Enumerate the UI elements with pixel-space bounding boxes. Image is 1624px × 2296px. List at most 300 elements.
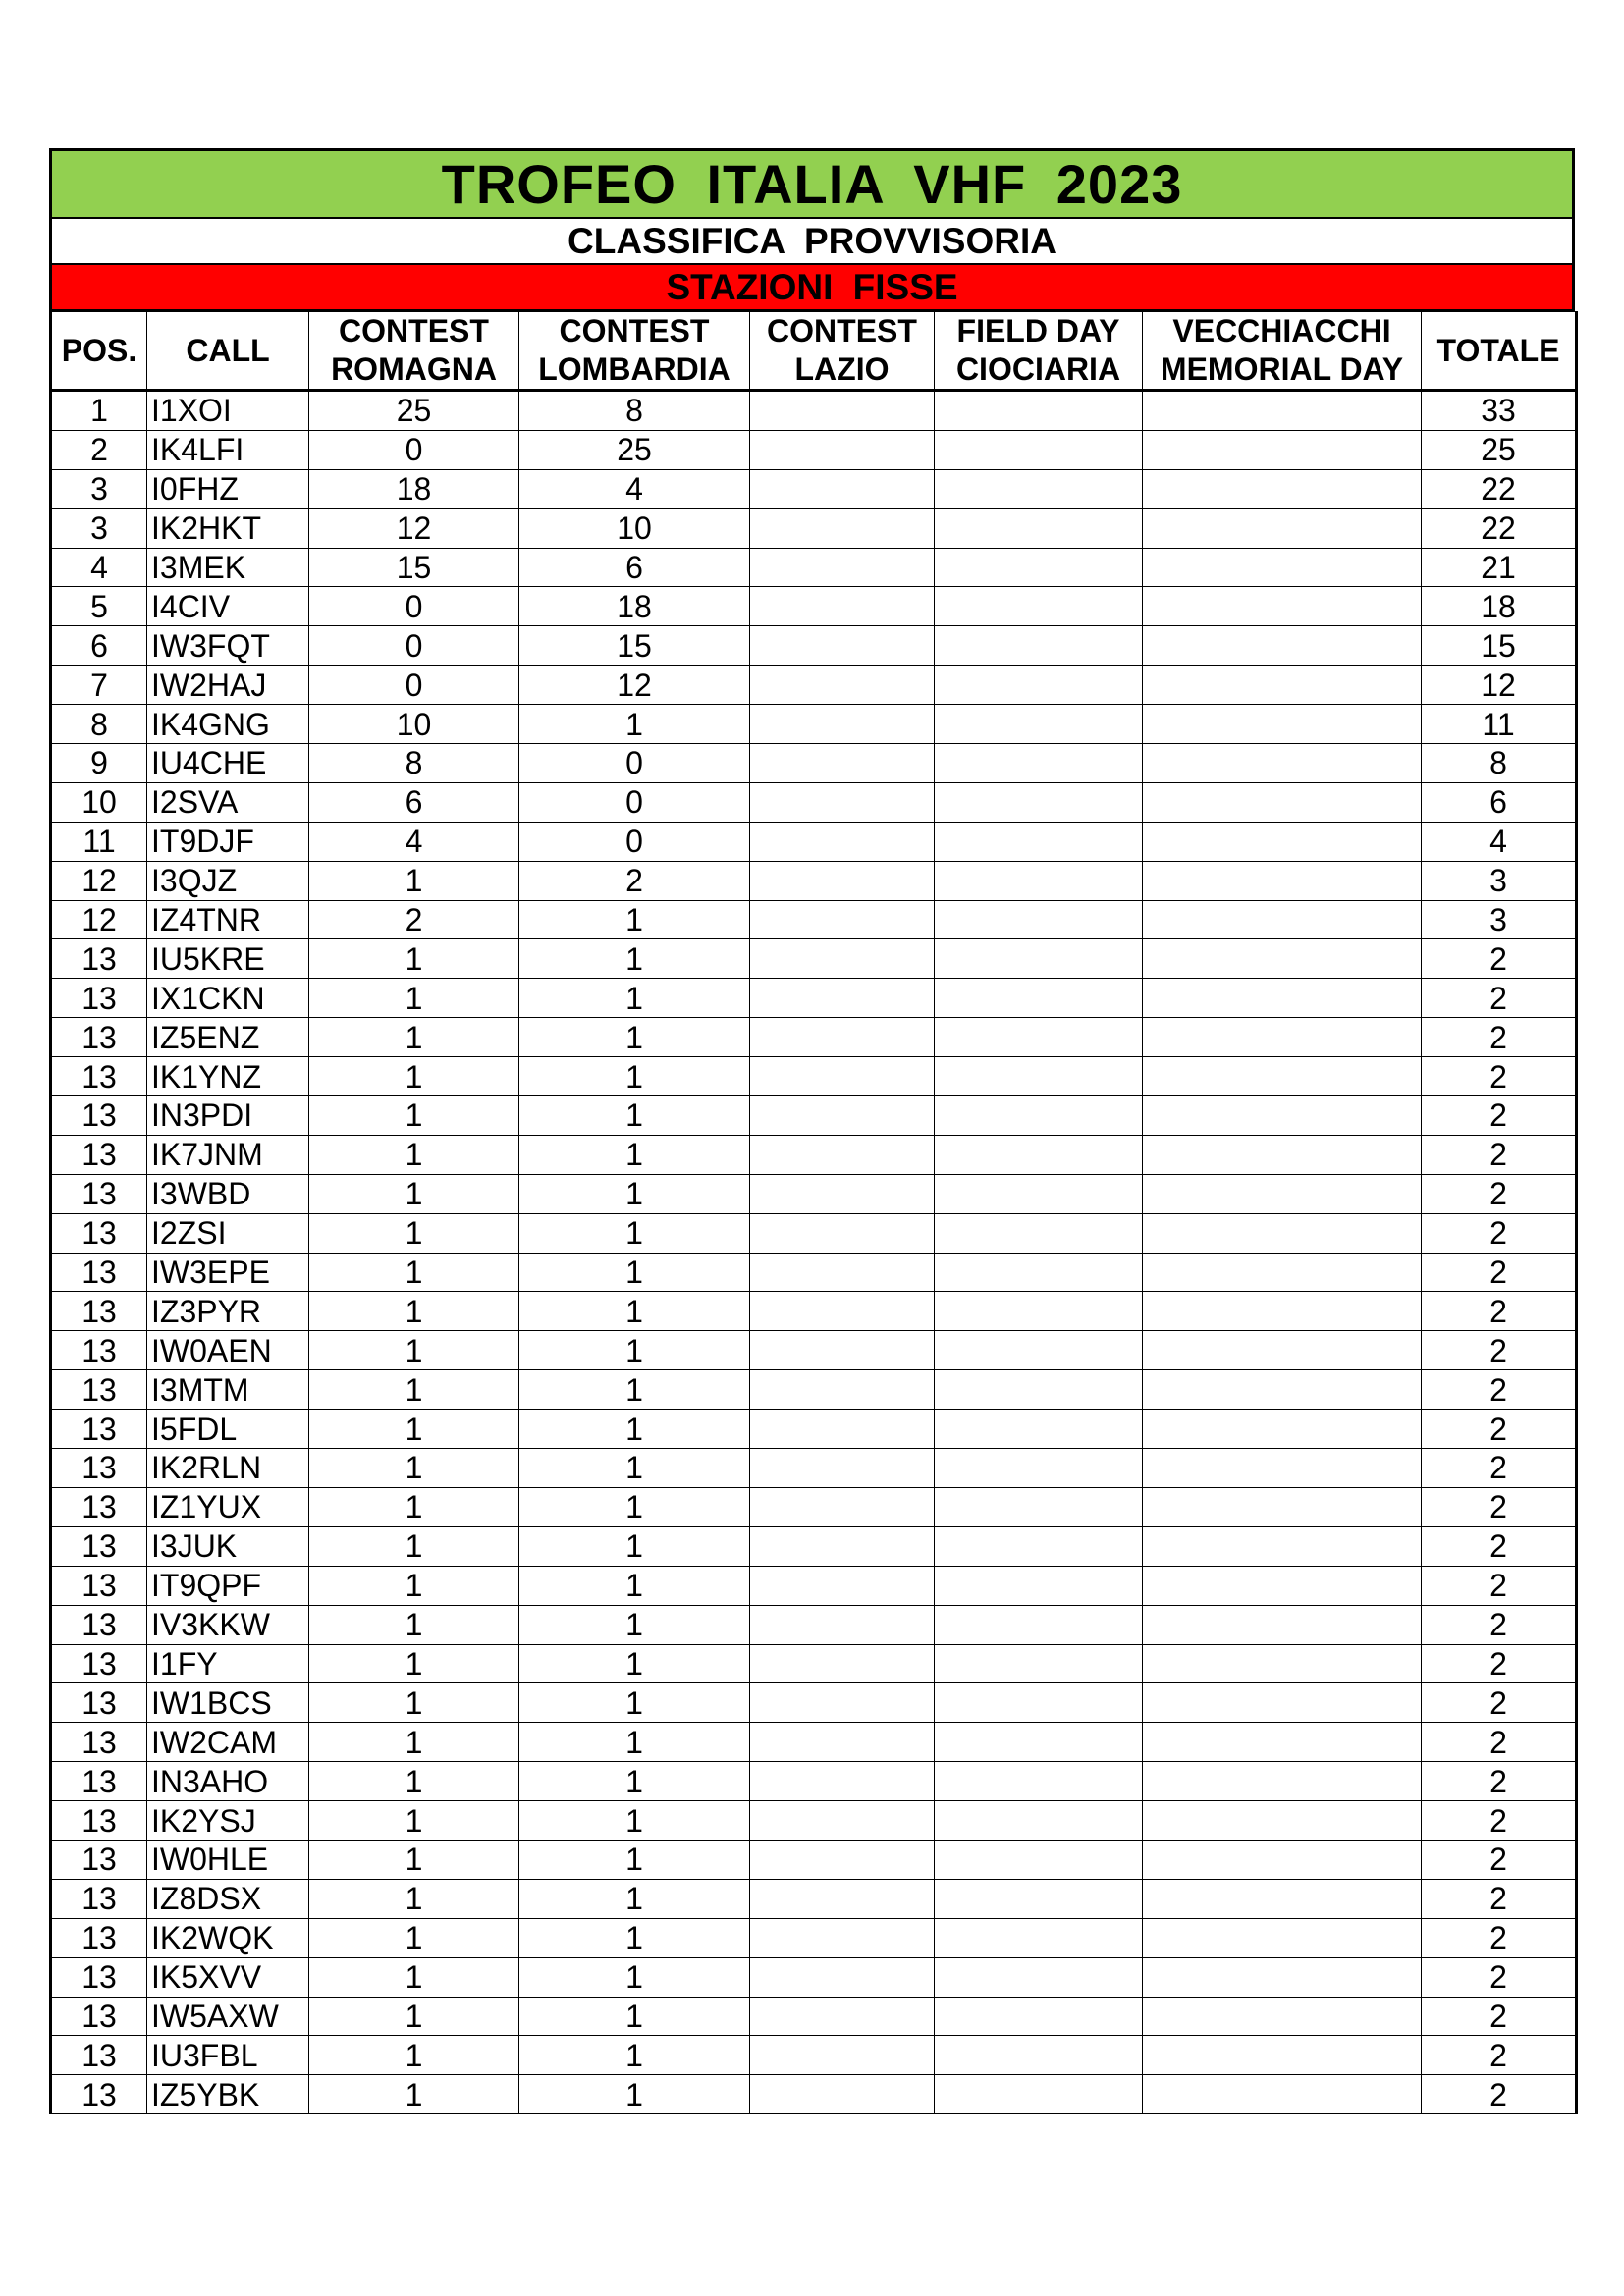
cell-contest-lombardia: 1 [519,1683,750,1723]
table-row [51,1253,1577,1292]
cell-totale: 8 [1422,744,1577,783]
cell-field-day-ciociaria [935,782,1143,822]
column-header-totale: TOTALE [1422,312,1577,391]
cell-totale: 2 [1422,1644,1577,1683]
cell-contest-romagna: 1 [309,1644,519,1683]
cell-contest-lombardia: 0 [519,822,750,861]
cell-totale: 2 [1422,1410,1577,1449]
cell-call: IW3EPE [147,1253,309,1292]
cell-contest-lombardia: 1 [519,900,750,939]
cell-vecchiacchi-memorial-day [1143,548,1422,587]
cell-contest-lombardia: 1 [519,1487,750,1526]
table-row [51,391,1577,431]
cell-contest-romagna: 1 [309,1096,519,1136]
cell-totale: 2 [1422,1801,1577,1841]
cell-contest-lombardia: 1 [519,1096,750,1136]
cell-field-day-ciociaria [935,1605,1143,1644]
cell-vecchiacchi-memorial-day [1143,1683,1422,1723]
cell-contest-lazio [750,705,935,744]
cell-contest-romagna: 1 [309,1213,519,1253]
cell-totale: 3 [1422,900,1577,939]
cell-call: I0FHZ [147,469,309,508]
cell-pos: 13 [51,1292,147,1331]
cell-vecchiacchi-memorial-day [1143,705,1422,744]
column-header-field-day-ciociaria: FIELD DAY CIOCIARIA [935,312,1143,391]
cell-vecchiacchi-memorial-day [1143,1213,1422,1253]
cell-contest-romagna: 1 [309,1526,519,1566]
cell-field-day-ciociaria [935,2036,1143,2075]
cell-field-day-ciociaria [935,1723,1143,1762]
cell-contest-lazio [750,1135,935,1174]
table-row [51,1801,1577,1841]
cell-totale: 6 [1422,782,1577,822]
cell-field-day-ciociaria [935,430,1143,469]
cell-pos: 11 [51,822,147,861]
cell-contest-lazio [750,391,935,431]
cell-contest-lombardia: 25 [519,430,750,469]
cell-pos: 13 [51,1762,147,1801]
cell-totale: 2 [1422,1018,1577,1057]
cell-field-day-ciociaria [935,1370,1143,1410]
cell-contest-lombardia: 1 [519,1135,750,1174]
table-row [51,1410,1577,1449]
cell-contest-lombardia: 1 [519,1605,750,1644]
standings-table [49,311,1578,2114]
cell-totale: 15 [1422,626,1577,666]
cell-contest-lombardia: 1 [519,1370,750,1410]
column-header-vecchiacchi-memorial-day: VECCHIACCHI MEMORIAL DAY [1143,312,1422,391]
column-header-contest-lombardia: CONTEST LOMBARDIA [519,312,750,391]
cell-vecchiacchi-memorial-day [1143,1174,1422,1213]
cell-contest-lombardia: 1 [519,1566,750,1605]
cell-vecchiacchi-memorial-day [1143,1018,1422,1057]
cell-call: I4CIV [147,587,309,626]
cell-call: IN3PDI [147,1096,309,1136]
cell-contest-romagna: 1 [309,1370,519,1410]
cell-contest-romagna: 0 [309,666,519,705]
cell-contest-lazio [750,1566,935,1605]
cell-field-day-ciociaria [935,1801,1143,1841]
cell-pos: 13 [51,1723,147,1762]
cell-contest-romagna: 1 [309,1331,519,1370]
cell-field-day-ciociaria [935,705,1143,744]
cell-call: IZ1YUX [147,1487,309,1526]
cell-totale: 11 [1422,705,1577,744]
cell-totale: 2 [1422,939,1577,979]
cell-contest-lombardia: 1 [519,1918,750,1957]
table-row [51,900,1577,939]
cell-contest-lombardia: 1 [519,939,750,979]
cell-totale: 33 [1422,391,1577,431]
cell-field-day-ciociaria [935,1879,1143,1918]
cell-contest-lazio [750,430,935,469]
table-row [51,822,1577,861]
cell-field-day-ciociaria [935,469,1143,508]
cell-contest-romagna: 1 [309,1057,519,1096]
cell-pos: 5 [51,587,147,626]
cell-totale: 21 [1422,548,1577,587]
cell-contest-lazio [750,1526,935,1566]
cell-field-day-ciociaria [935,822,1143,861]
cell-vecchiacchi-memorial-day [1143,508,1422,548]
cell-pos: 13 [51,1840,147,1879]
cell-vecchiacchi-memorial-day [1143,2036,1422,2075]
cell-pos: 13 [51,2036,147,2075]
table-row [51,1840,1577,1879]
cell-call: IK5XVV [147,1957,309,1997]
column-header-pos: POS. [51,312,147,391]
cell-field-day-ciociaria [935,1566,1143,1605]
cell-call: IZ5ENZ [147,1018,309,1057]
cell-pos: 13 [51,939,147,979]
cell-vecchiacchi-memorial-day [1143,1526,1422,1566]
cell-pos: 13 [51,1096,147,1136]
cell-call: IX1CKN [147,979,309,1018]
cell-contest-romagna: 1 [309,979,519,1018]
cell-contest-lombardia: 1 [519,1018,750,1057]
cell-contest-lazio [750,626,935,666]
cell-field-day-ciociaria [935,1840,1143,1879]
cell-field-day-ciociaria [935,1253,1143,1292]
cell-contest-romagna: 1 [309,1605,519,1644]
cell-contest-romagna: 1 [309,1801,519,1841]
cell-contest-lombardia: 2 [519,861,750,900]
cell-field-day-ciociaria [935,1174,1143,1213]
cell-field-day-ciociaria [935,1957,1143,1997]
cell-field-day-ciociaria [935,1135,1143,1174]
table-row [51,430,1577,469]
table-row [51,1174,1577,1213]
cell-field-day-ciociaria [935,1762,1143,1801]
cell-field-day-ciociaria [935,1526,1143,1566]
cell-pos: 13 [51,1057,147,1096]
cell-call: IK1YNZ [147,1057,309,1096]
cell-pos: 1 [51,391,147,431]
cell-totale: 2 [1422,1487,1577,1526]
cell-contest-lazio [750,1174,935,1213]
cell-pos: 13 [51,1331,147,1370]
cell-vecchiacchi-memorial-day [1143,939,1422,979]
cell-contest-lazio [750,1449,935,1488]
cell-contest-lazio [750,1918,935,1957]
cell-vecchiacchi-memorial-day [1143,626,1422,666]
cell-contest-lazio [750,1370,935,1410]
cell-call: IZ4TNR [147,900,309,939]
cell-vecchiacchi-memorial-day [1143,1253,1422,1292]
cell-vecchiacchi-memorial-day [1143,1449,1422,1488]
cell-vecchiacchi-memorial-day [1143,1292,1422,1331]
cell-contest-lazio [750,1331,935,1370]
cell-field-day-ciociaria [935,979,1143,1018]
cell-call: IK2RLN [147,1449,309,1488]
cell-contest-lazio [750,666,935,705]
cell-contest-lazio [750,939,935,979]
cell-field-day-ciociaria [935,1292,1143,1331]
cell-vecchiacchi-memorial-day [1143,1644,1422,1683]
cell-contest-lombardia: 15 [519,626,750,666]
cell-call: IK7JNM [147,1135,309,1174]
table-row [51,2036,1577,2075]
table-row [51,587,1577,626]
table-row [51,705,1577,744]
cell-contest-lazio [750,861,935,900]
cell-contest-romagna: 1 [309,1018,519,1057]
cell-contest-lombardia: 1 [519,1762,750,1801]
cell-call: IK4LFI [147,430,309,469]
cell-pos: 13 [51,1644,147,1683]
cell-contest-romagna: 1 [309,1292,519,1331]
cell-call: IW0HLE [147,1840,309,1879]
cell-contest-lazio [750,744,935,783]
cell-totale: 3 [1422,861,1577,900]
cell-call: IU4CHE [147,744,309,783]
cell-contest-lazio [750,1410,935,1449]
cell-contest-lombardia: 1 [519,1723,750,1762]
table-row [51,1331,1577,1370]
standings-sheet [49,148,1575,2114]
cell-totale: 2 [1422,2036,1577,2075]
cell-vecchiacchi-memorial-day [1143,1762,1422,1801]
cell-contest-lazio [750,1762,935,1801]
cell-pos: 3 [51,508,147,548]
cell-call: IU5KRE [147,939,309,979]
cell-vecchiacchi-memorial-day [1143,1840,1422,1879]
cell-contest-lombardia: 1 [519,1174,750,1213]
page-title: TROFEO ITALIA VHF 2023 [49,148,1575,219]
cell-call: IT9QPF [147,1566,309,1605]
cell-call: I1XOI [147,391,309,431]
cell-pos: 12 [51,861,147,900]
cell-call: IV3KKW [147,1605,309,1644]
cell-contest-romagna: 15 [309,548,519,587]
cell-vecchiacchi-memorial-day [1143,391,1422,431]
cell-contest-romagna: 1 [309,1253,519,1292]
cell-pos: 13 [51,1566,147,1605]
cell-field-day-ciociaria [935,1331,1143,1370]
table-row [51,1292,1577,1331]
cell-totale: 2 [1422,1331,1577,1370]
cell-field-day-ciociaria [935,1018,1143,1057]
cell-contest-lombardia: 1 [519,1449,750,1488]
cell-totale: 2 [1422,1997,1577,2036]
cell-field-day-ciociaria [935,1997,1143,2036]
cell-totale: 18 [1422,587,1577,626]
cell-pos: 13 [51,2075,147,2114]
cell-contest-romagna: 18 [309,469,519,508]
cell-contest-romagna: 25 [309,391,519,431]
cell-totale: 2 [1422,1957,1577,1997]
table-row [51,744,1577,783]
cell-contest-lazio [750,508,935,548]
cell-pos: 13 [51,1683,147,1723]
cell-vecchiacchi-memorial-day [1143,822,1422,861]
cell-contest-lazio [750,2075,935,2114]
table-row [51,1957,1577,1997]
cell-call: IK2WQK [147,1918,309,1957]
table-row [51,1487,1577,1526]
cell-pos: 12 [51,900,147,939]
section-title: STAZIONI FISSE [49,265,1575,311]
cell-field-day-ciociaria [935,1918,1143,1957]
cell-vecchiacchi-memorial-day [1143,744,1422,783]
cell-contest-romagna: 1 [309,1135,519,1174]
cell-pos: 13 [51,1957,147,1997]
cell-contest-lombardia: 1 [519,1801,750,1841]
cell-totale: 12 [1422,666,1577,705]
cell-field-day-ciociaria [935,626,1143,666]
cell-call: IW3FQT [147,626,309,666]
cell-contest-lazio [750,1292,935,1331]
cell-contest-lombardia: 1 [519,2075,750,2114]
cell-call: I3JUK [147,1526,309,1566]
cell-contest-lombardia: 10 [519,508,750,548]
cell-call: IW1BCS [147,1683,309,1723]
cell-totale: 2 [1422,1605,1577,1644]
table-row [51,1997,1577,2036]
cell-pos: 13 [51,1135,147,1174]
cell-call: IW5AXW [147,1997,309,2036]
cell-vecchiacchi-memorial-day [1143,1057,1422,1096]
cell-contest-lazio [750,548,935,587]
table-row [51,1879,1577,1918]
cell-contest-lazio [750,1605,935,1644]
table-row [51,1096,1577,1136]
cell-field-day-ciociaria [935,1683,1143,1723]
cell-contest-romagna: 1 [309,1723,519,1762]
cell-contest-lazio [750,1644,935,1683]
cell-contest-lombardia: 1 [519,1331,750,1370]
cell-contest-lombardia: 18 [519,587,750,626]
cell-contest-romagna: 1 [309,1487,519,1526]
cell-field-day-ciociaria [935,1057,1143,1096]
cell-pos: 8 [51,705,147,744]
cell-totale: 2 [1422,2075,1577,2114]
cell-contest-lombardia: 1 [519,1410,750,1449]
cell-contest-romagna: 6 [309,782,519,822]
cell-contest-lazio [750,587,935,626]
cell-pos: 13 [51,1410,147,1449]
cell-field-day-ciociaria [935,587,1143,626]
cell-pos: 3 [51,469,147,508]
cell-pos: 13 [51,1801,147,1841]
table-row [51,508,1577,548]
cell-contest-romagna: 1 [309,861,519,900]
cell-contest-lazio [750,1057,935,1096]
cell-call: I1FY [147,1644,309,1683]
cell-contest-lombardia: 1 [519,1840,750,1879]
cell-field-day-ciociaria [935,1410,1143,1449]
cell-vecchiacchi-memorial-day [1143,1879,1422,1918]
cell-contest-lazio [750,469,935,508]
cell-totale: 2 [1422,1057,1577,1096]
cell-contest-lombardia: 1 [519,705,750,744]
cell-field-day-ciociaria [935,1487,1143,1526]
cell-totale: 2 [1422,1723,1577,1762]
cell-contest-lazio [750,1957,935,1997]
cell-totale: 2 [1422,1370,1577,1410]
cell-contest-lombardia: 1 [519,1253,750,1292]
cell-vecchiacchi-memorial-day [1143,469,1422,508]
cell-call: IZ8DSX [147,1879,309,1918]
cell-field-day-ciociaria [935,744,1143,783]
cell-pos: 7 [51,666,147,705]
cell-vecchiacchi-memorial-day [1143,1918,1422,1957]
cell-pos: 13 [51,1526,147,1566]
cell-vecchiacchi-memorial-day [1143,1566,1422,1605]
cell-contest-romagna: 12 [309,508,519,548]
cell-call: I3QJZ [147,861,309,900]
cell-contest-romagna: 4 [309,822,519,861]
cell-contest-lazio [750,1487,935,1526]
cell-totale: 2 [1422,1096,1577,1136]
cell-contest-lombardia: 4 [519,469,750,508]
cell-contest-lazio [750,1683,935,1723]
cell-contest-lombardia: 1 [519,1292,750,1331]
cell-vecchiacchi-memorial-day [1143,1410,1422,1449]
cell-totale: 22 [1422,469,1577,508]
table-row [51,1213,1577,1253]
cell-call: I3MEK [147,548,309,587]
cell-field-day-ciociaria [935,1644,1143,1683]
cell-call: I2ZSI [147,1213,309,1253]
table-row [51,548,1577,587]
cell-pos: 13 [51,1213,147,1253]
cell-call: IW2HAJ [147,666,309,705]
cell-pos: 9 [51,744,147,783]
cell-call: I5FDL [147,1410,309,1449]
cell-totale: 2 [1422,979,1577,1018]
cell-pos: 10 [51,782,147,822]
cell-totale: 2 [1422,1449,1577,1488]
cell-contest-lombardia: 1 [519,2036,750,2075]
cell-contest-lazio [750,822,935,861]
cell-vecchiacchi-memorial-day [1143,900,1422,939]
cell-vecchiacchi-memorial-day [1143,861,1422,900]
cell-call: IK2YSJ [147,1801,309,1841]
table-row [51,1135,1577,1174]
table-row [51,1683,1577,1723]
cell-contest-romagna: 10 [309,705,519,744]
cell-call: I2SVA [147,782,309,822]
cell-totale: 2 [1422,1135,1577,1174]
table-row [51,1566,1577,1605]
cell-contest-romagna: 1 [309,1410,519,1449]
column-header-contest-lazio: CONTEST LAZIO [750,312,935,391]
cell-contest-lazio [750,2036,935,2075]
cell-vecchiacchi-memorial-day [1143,1801,1422,1841]
cell-contest-lombardia: 1 [519,979,750,1018]
cell-totale: 2 [1422,1526,1577,1566]
table-row [51,782,1577,822]
cell-field-day-ciociaria [935,861,1143,900]
cell-call: I3MTM [147,1370,309,1410]
cell-contest-lombardia: 6 [519,548,750,587]
cell-vecchiacchi-memorial-day [1143,1331,1422,1370]
cell-vecchiacchi-memorial-day [1143,1605,1422,1644]
table-row [51,1918,1577,1957]
table-row [51,939,1577,979]
cell-contest-romagna: 0 [309,587,519,626]
cell-contest-lazio [750,782,935,822]
cell-contest-lazio [750,1840,935,1879]
cell-pos: 4 [51,548,147,587]
cell-field-day-ciociaria [935,1096,1143,1136]
cell-contest-romagna: 1 [309,939,519,979]
cell-call: IW2CAM [147,1723,309,1762]
table-row [51,1762,1577,1801]
page-subtitle: CLASSIFICA PROVVISORIA [49,219,1575,265]
cell-vecchiacchi-memorial-day [1143,666,1422,705]
